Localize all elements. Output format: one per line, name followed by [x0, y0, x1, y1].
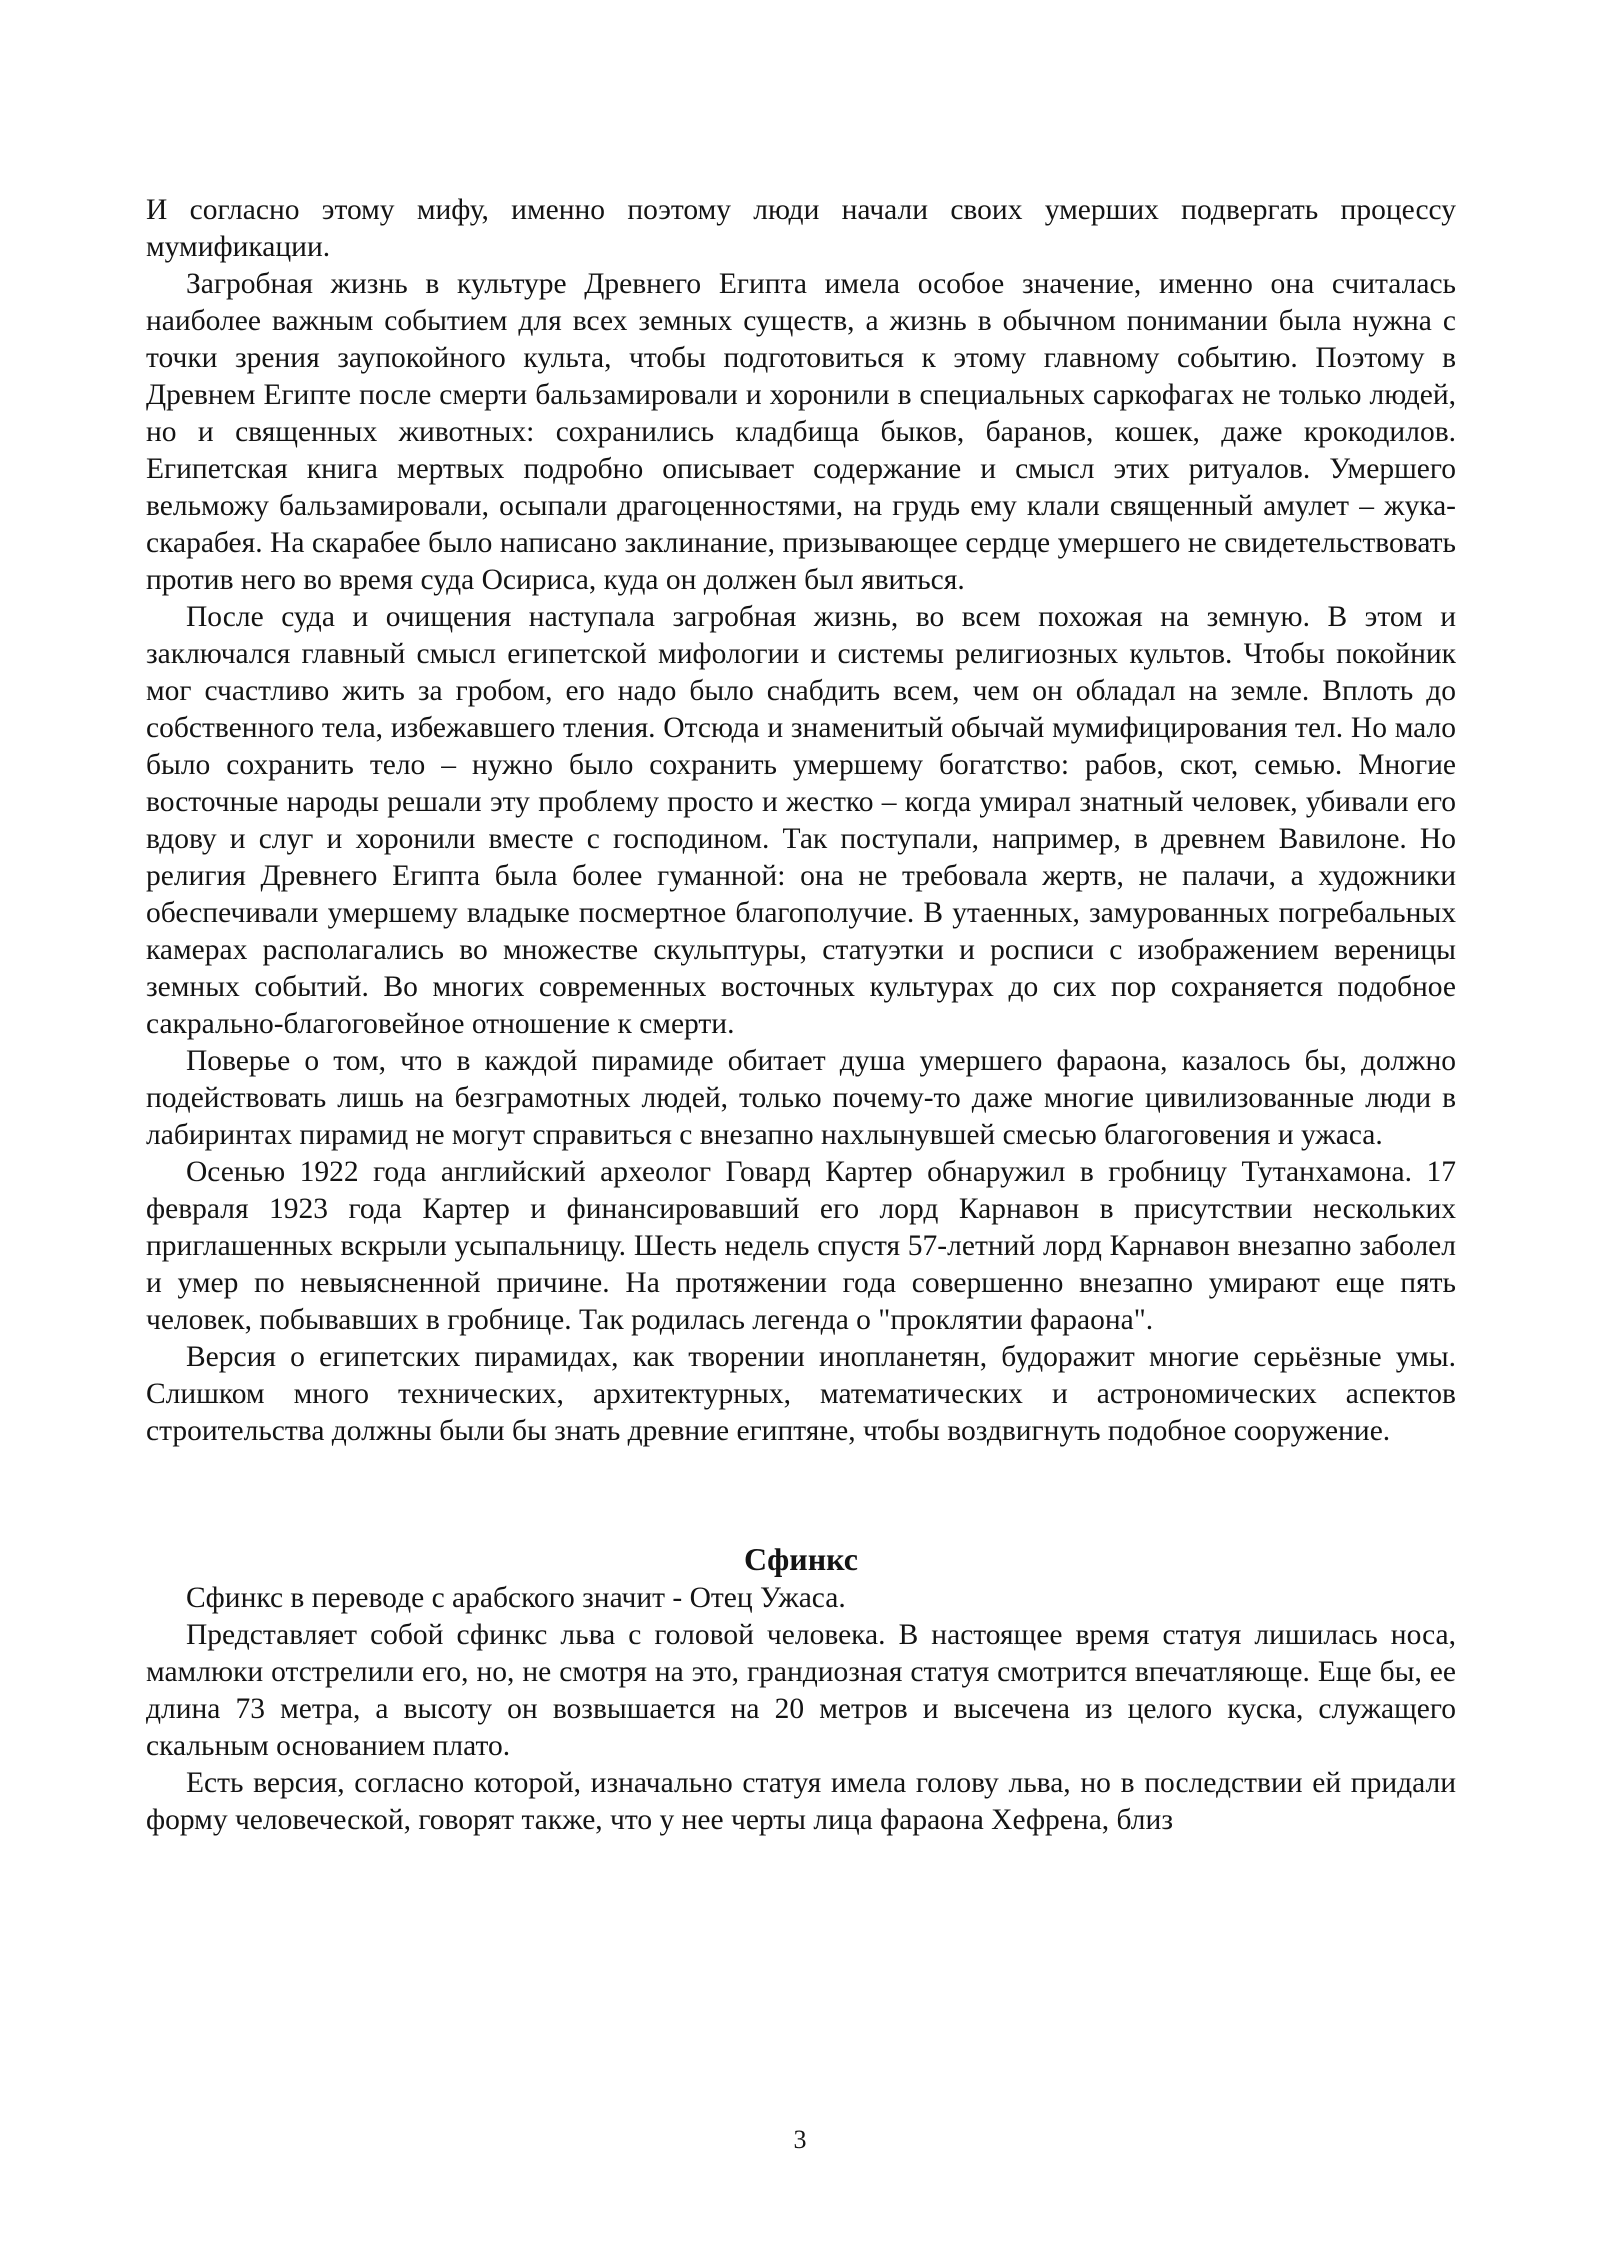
paragraph: Поверье о том, что в каждой пирамиде обитает душа умершего фараона, казалось бы, должно подействовать лишь на безграмотных людей, только почему-то даже многие цивилизованные люди в лабиринтах пирамид не могут справиться с внезапно нахлынувшей смесью благоговения и ужаса.: [146, 1045, 1456, 1151]
paragraph: Загробная жизнь в культуре Древнего Египта имела особое значение, именно она считалась наиболее важным событием для всех земных существ, а жизнь в обычном понимании была нужна с точки зрения заупокойного культа, чтобы подготовиться к этому главному событию. Поэтому в Древнем Египте после смерти бальзамировали и хоронили в специальных саркофагах не только людей, но и священных животных: сохранились кладбища быков, баранов, кошек, даже крокодилов. Египетская книга мертвых подробно описывает содержание и смысл этих ритуалов. Умершего вельможу бальзамировали, осыпали драгоценностями, на грудь ему клали священный амулет – жука-скарабея. На скарабее было написано заклинание, призывающее сердце умершего не свидетельствовать против него во время суда Осириса, куда он должен был явиться.: [146, 268, 1456, 596]
section-heading: Сфинкс: [744, 1541, 858, 1577]
page-number: 3: [793, 2125, 807, 2154]
paragraph: Представляет собой сфинкс льва с головой человека. В настоящее время статуя лишилась носа, мамлюки отстрелили его, но, не смотря на это, грандиозная статуя смотрится впечатляюще. Еще бы, ее длина 73 метра, а высоту он возвышается на 20 метров и высечена из целого куска, служащего скальным основанием плато.: [146, 1619, 1456, 1762]
paragraph: И согласно этому мифу, именно поэтому люди начали своих умерших подвергать процессу мумификации.: [146, 194, 1456, 263]
page-body: [146, 192, 1456, 1839]
paragraph: Версия о египетских пирамидах, как творении инопланетян, будоражит многие серьёзные умы. Слишком много технических, архитектурных, математических и астрономических аспектов строительства должны были бы знать древние египтяне, чтобы воздвигнуть подобное сооружение.: [146, 1341, 1456, 1447]
paragraph: Осенью 1922 года английский археолог Говард Картер обнаружил в гробницу Тутанхамона. 17 февраля 1923 года Картер и финансировавший его лорд Карнавон в присутствии нескольких приглашенных вскрыли усыпальницу. Шесть недель спустя 57-летний лорд Карнавон внезапно заболел и умер по невыясненной причине. На протяжении года совершенно внезапно умирают еще пять человек, побывавших в гробнице. Так родилась легенда о "проклятии фараона".: [146, 1156, 1456, 1336]
paragraph: После суда и очищения наступала загробная жизнь, во всем похожая на земную. В этом и заключался главный смысл египетской мифологии и системы религиозных культов. Чтобы покойник мог счастливо жить за гробом, его надо было снабдить всем, чем он обладал на земле. Вплоть до собственного тела, избежавшего тления. Отсюда и знаменитый обычай мумифицирования тел. Но мало было сохранить тело – нужно было сохранить умершему богатство: рабов, скот, семью. Многие восточные народы решали эту проблему просто и жестко – когда умирал знатный человек, убивали его вдову и слуг и хоронили вместе с господином. Так поступали, например, в древнем Вавилоне. Но религия Древнего Египта была более гуманной: она не требовала жертв, не палачи, а художники обеспечивали умершему владыке посмертное благополучие. В утаенных, замурованных погребальных камерах располагались во множестве скульптуры, статуэтки и росписи с изображением вереницы земных событий. Во многих современных восточных культурах до сих пор сохраняется подобное сакрально-благоговейное отношение к смерти.: [146, 601, 1456, 1040]
paragraph: Есть версия, согласно которой, изначально статуя имела голову льва, но в последствии ей придали форму человеческой, говорят также, что у нее черты лица фараона Хефрена, близ: [146, 1767, 1456, 1836]
paragraph: Сфинкс в переводе с арабского значит - Отец Ужаса.: [186, 1582, 846, 1614]
